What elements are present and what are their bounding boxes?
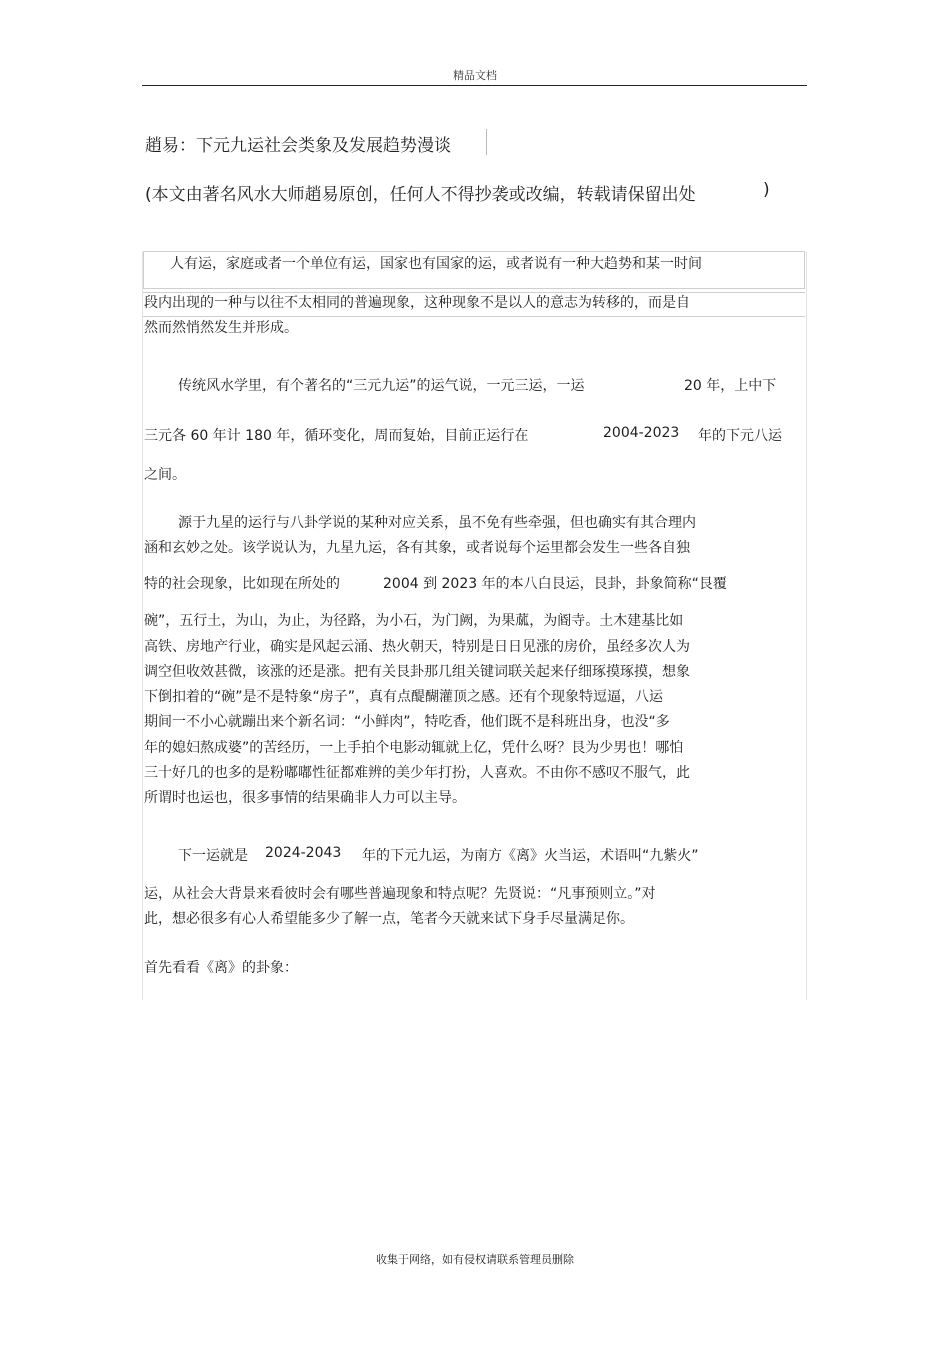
p4-line-1-years: 2024-2043 bbox=[265, 845, 342, 861]
p3-line-3: 特的社会现象，比如现在所处的 bbox=[144, 576, 340, 592]
p2-line-2: 三元各 60 年计 180 年，循环变化，周而复始，目前正运行在 bbox=[144, 428, 529, 444]
p3-line-6: 调空但收效甚微，该涨的还是涨。把有关艮卦那几组关键词联关起来仔细琢摸琢摸，想象 bbox=[144, 664, 690, 680]
p2-line-2-end: 年的下元八运 bbox=[698, 428, 782, 444]
document-title: 趙易：下元九运社会类象及发展趋势漫谈 bbox=[145, 136, 451, 156]
text-cursor-bar bbox=[486, 129, 487, 155]
p3-line-9: 年的媳妇熬成婆”的苦经历，一上手拍个电影动辄就上亿，凭什么呀？艮为少男也！哪怕 bbox=[144, 740, 684, 756]
p1-line-1: 人有运，家庭或者一个单位有运，国家也有国家的运，或者说有一种大趋势和某一时间 bbox=[170, 256, 702, 272]
p3-line-4: 碗”，五行土，为山，为止，为径路，为小石，为门阙，为果蓏，为阍寺。土木建基比如 bbox=[144, 613, 684, 629]
p4-line-1: 下一运就是 bbox=[178, 848, 248, 864]
page-header-label: 精品文档 bbox=[453, 69, 497, 82]
frame-left-line bbox=[142, 252, 143, 1000]
p4-line-2: 运，从社会大背景来看彼时会有哪些普遍现象和特点呢？先贤说：“凡事预则立。”对 bbox=[144, 886, 656, 902]
p2-line-1: 传统风水学里，有个著名的“三元九运”的运气说，一元三运，一运 bbox=[178, 378, 585, 394]
p3-line-3-end: 2004 到 2023 年的本八白艮运，艮卦，卦象简称“艮覆 bbox=[383, 576, 727, 592]
p2-line-2-years: 2004-2023 bbox=[603, 425, 680, 441]
p1-line-3: 然而然悄然发生并形成。 bbox=[144, 320, 298, 336]
p1-line-2: 段内出现的一种与以往不太相同的普遍现象，这种现象不是以人的意志为转移的，而是自 bbox=[144, 295, 690, 311]
p3-line-7: 下倒扣着的“碗”是不是特象“房子”，真有点醍醐灌顶之感。还有个现象特逗逼，八运 bbox=[144, 689, 664, 705]
p2-line-1-end: 20 年，上中下 bbox=[684, 378, 777, 394]
page-footer-label: 收集于网络，如有侵权请联系管理员删除 bbox=[376, 1253, 574, 1266]
p3-line-5: 高铁、房地产行业，确实是风起云涌、热火朝天，特别是日日见涨的房价，虽经多次人为 bbox=[144, 639, 690, 655]
subtitle-close-paren: ) bbox=[763, 180, 770, 200]
p3-line-8: 期间一不小心就蹦出来个新名词：“小鲜肉”，特吃香，他们既不是科班出身，也没“多 bbox=[144, 714, 670, 730]
frame-right-line bbox=[806, 252, 807, 1000]
p4-line-3: 此，想必很多有心人希望能多少了解一点，笔者今天就来试下身手尽量满足你。 bbox=[144, 911, 634, 927]
p5-line-1: 首先看看《离》的卦象： bbox=[144, 960, 298, 976]
document-subtitle: (本文由著名风水大师趙易原创，任何人不得抄袭或改编，转载请保留出处 bbox=[145, 185, 696, 205]
p2-line-3: 之间。 bbox=[144, 467, 186, 483]
p4-line-1-end: 年的下元九运，为南方《离》火当运，术语叫“九紫火” bbox=[362, 848, 699, 864]
header-rule bbox=[142, 85, 807, 86]
p3-line-1: 源于九星的运行与八卦学说的某种对应关系，虽不免有些牵强，但也确实有其合理内 bbox=[178, 515, 696, 531]
p3-line-2: 涵和玄妙之处。该学说认为，九星九运，各有其象，或者说每个运里都会发生一些各自独 bbox=[144, 540, 690, 556]
p3-line-10: 三十好几的也多的是粉嘟嘟性征都难辨的美少年打扮，人喜欢。不由你不感叹不服气，此 bbox=[144, 765, 690, 781]
p3-line-11: 所谓时也运也，很多事情的结果确非人力可以主导。 bbox=[144, 790, 466, 806]
